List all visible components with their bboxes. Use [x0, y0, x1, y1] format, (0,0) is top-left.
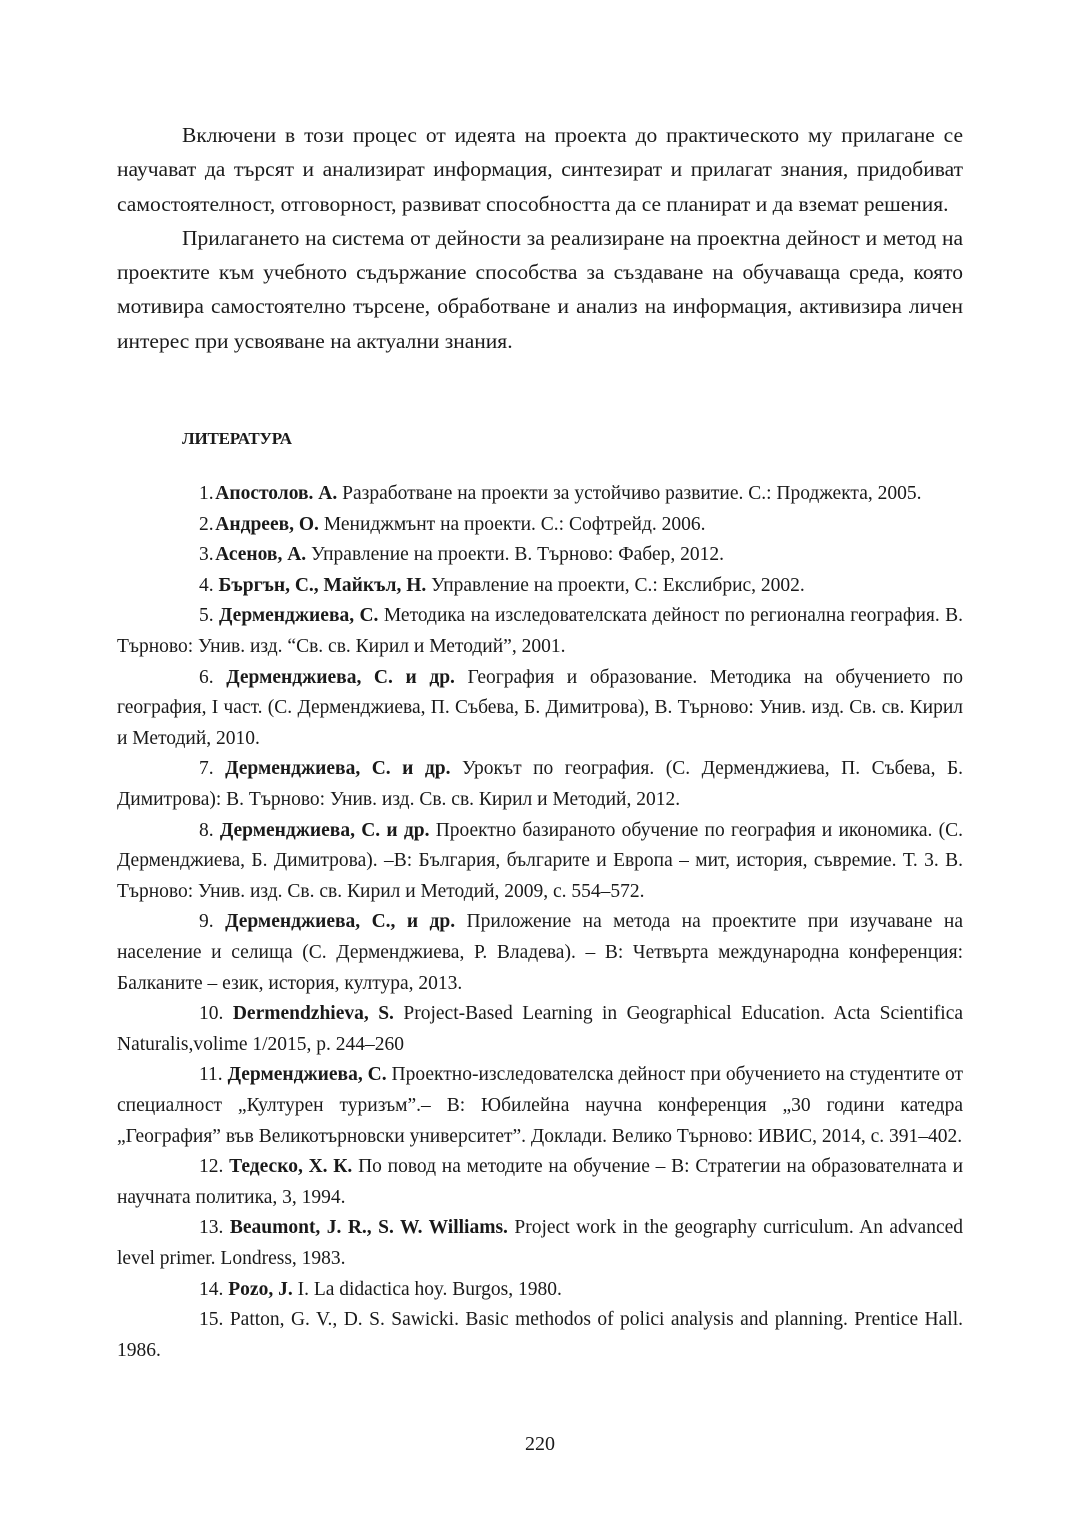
reference-item: 6. Дерменджиева, С. и др. География и образование. Методика на обучението по география, I част. (С. Дерменджиева, П. Събева, Б. Димитрова), В. Търново: Унив. изд. Св. св. Кирил и Методий, 2010.	[117, 666, 964, 749]
reference-item: 8. Дерменджиева, С. и др. Проектно базираното обучение по география и икономика. (С. Дерменджиева, Б. Димитрова). –В: България, българите и Европа – мит, история, съвремие. Т. 3. В. Търново: Унив. изд. Св. св. Кирил и Методий, 2009, с. 554–572.	[117, 819, 964, 902]
reference-item: 3. Асенов, А. Управление на проекти. В. Търново: Фабер, 2012.	[199, 544, 724, 566]
reference-item: 4. Бъргън, С., Майкъл, Н. Управление на проекти, С.: Екслибрис, 2002.	[199, 574, 805, 596]
reference-item: 5. Дерменджиева, С. Методика на изследователската дейност по регионална география. В. Търново: Унив. изд. “Св. св. Кирил и Методий”, 2001.	[117, 605, 964, 658]
body-paragraph-2: Прилагането на система от дейности за реализиране на проектна дейност и метод на проектите към учебното съдържание способства за създаване на обучаваща среда, която мотивира самостоятелно търсене, обработване и анализ на информация, активизира личен интерес при усвояване на актуални знания.	[117, 225, 963, 353]
references-heading: ЛИТЕРАТУРА	[182, 429, 292, 449]
body-paragraph-1: Включени в този процес от идеята на проекта до практическото му прилагане се научават да търсят и анализират информация, синтезират и прилагат знания, придобиват самостоятелност, отговорност, развиват способността да се планират и да вземат решения.	[117, 123, 963, 216]
reference-item: 10. Dermendzhieva, S. Project-Based Learning in Geographical Education. Acta Scientifica Naturalis,volime 1/2015, p. 244–260	[117, 1003, 964, 1055]
page-number: 220	[525, 1433, 555, 1455]
reference-item: 12. Тедеско, Х. К. По повод на методите на обучение – В: Стратегии на образователната и научната политика, 3, 1994.	[117, 1156, 964, 1208]
reference-item: 15. Patton, G. V., D. S. Sawicki. Basic methodos of polici analysis and planning. Prentice Hall. 1986.	[117, 1309, 964, 1361]
reference-item: 13. Beaumont, J. R., S. W. Williams. Project work in the geography curriculum. An advanced level primer. Londress, 1983.	[117, 1217, 964, 1269]
reference-item: 7. Дерменджиева, С. и др. Урокът по география. (С. Дерменджиева, П. Събева, Б. Димитрова): В. Търново: Унив. изд. Св. св. Кирил и Методий, 2012.	[117, 758, 964, 811]
reference-item: 1. Апостолов. А. Разработване на проекти за устойчиво развитие. С.: Проджекта, 2005.	[199, 483, 922, 505]
references-list	[117, 479, 963, 1366]
reference-item: 9. Дерменджиева, С., и др. Приложение на метода на проектите при изучаване на население и селища (С. Дерменджиева, Р. Владева). – В: Четвърта международна конференция: Балканите – език, история, култура, 2013.	[117, 911, 963, 994]
reference-item: 11. Дерменджиева, С. Проектно-изследователска дейност при обучението на студентите от специалност „Културен туризъм”.– В: Юбилейна научна конференция „30 години катедра „География” във Великотърновски университет”. Доклади. Велико Търново: ИВИС, 2014, с. 391–402.	[117, 1064, 964, 1147]
reference-item: 2. Андреев, О. Мениджмънт на проекти. С.: Софтрейд. 2006.	[199, 513, 706, 535]
document-page	[117, 118, 963, 1366]
reference-item: 14. Pozo, J. I. La didactica hoy. Burgos, 1980.	[199, 1278, 562, 1300]
